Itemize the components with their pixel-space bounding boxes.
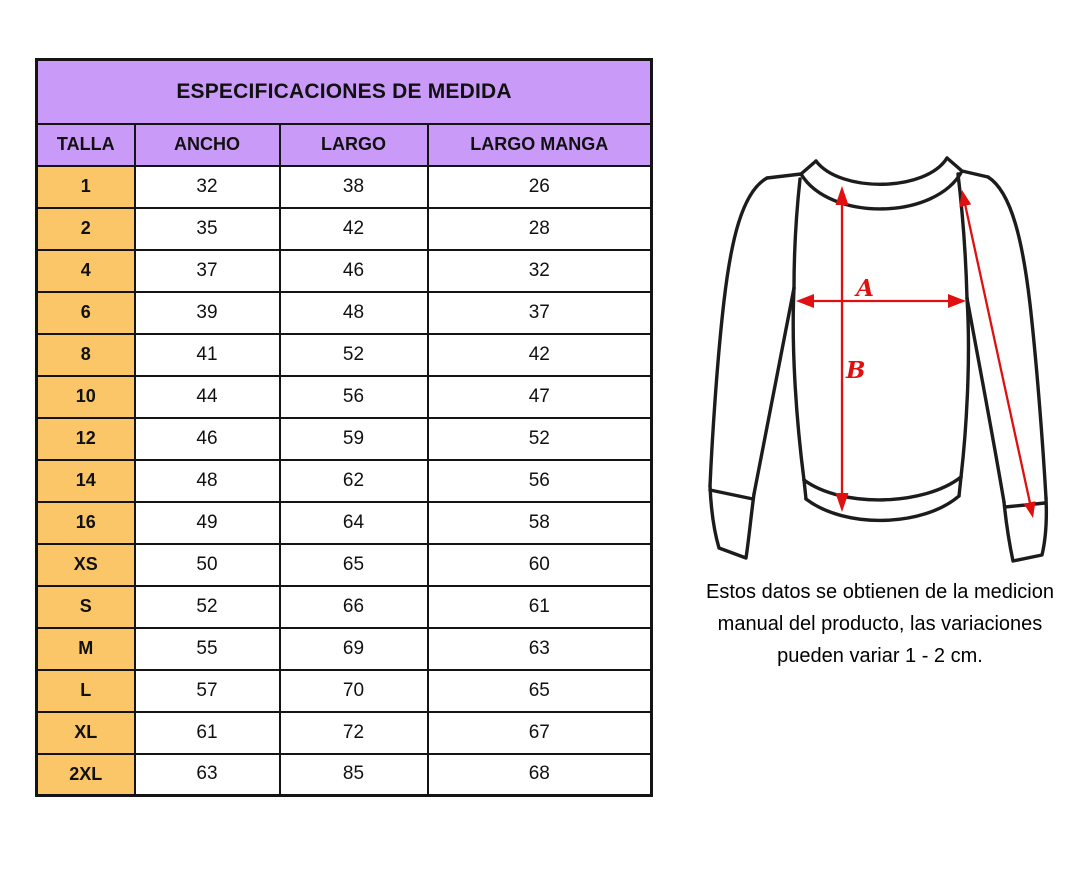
measure-cell: 48 — [135, 460, 280, 502]
table-row — [37, 166, 652, 208]
label-a: A — [856, 275, 874, 302]
measure-cell: 46 — [135, 418, 280, 460]
table-row — [37, 292, 652, 334]
table-row — [37, 712, 652, 754]
arrowhead-icon — [1024, 501, 1036, 518]
measure-cell: 52 — [135, 586, 280, 628]
size-label-cell: L — [37, 670, 135, 712]
col-header-talla: TALLA — [37, 124, 135, 166]
measure-cell: 55 — [135, 628, 280, 670]
arrowhead-icon — [836, 493, 849, 512]
table-row — [37, 460, 652, 502]
col-header-ancho: ANCHO — [135, 124, 280, 166]
size-label-cell: 4 — [37, 250, 135, 292]
table-row — [37, 754, 652, 796]
size-label-cell: 14 — [37, 460, 135, 502]
measure-cell: 69 — [280, 628, 428, 670]
measure-cell: 46 — [280, 250, 428, 292]
measure-cell: 52 — [280, 334, 428, 376]
table-row — [37, 628, 652, 670]
table-row — [37, 544, 652, 586]
arrowhead-icon — [836, 186, 849, 205]
measure-cell: 35 — [135, 208, 280, 250]
measure-cell: 65 — [428, 670, 652, 712]
measure-cell: 42 — [280, 208, 428, 250]
measure-cell: 39 — [135, 292, 280, 334]
measure-cell: 52 — [428, 418, 652, 460]
measure-cell: 32 — [135, 166, 280, 208]
caption-line: pueden variar 1 - 2 cm. — [777, 645, 983, 667]
table-row — [37, 586, 652, 628]
measure-cell: 37 — [428, 292, 652, 334]
size-label-cell: 8 — [37, 334, 135, 376]
size-label-cell: 1 — [37, 166, 135, 208]
measure-cell: 56 — [280, 376, 428, 418]
arrowhead-icon — [796, 294, 814, 308]
measure-cell: 70 — [280, 670, 428, 712]
measure-cell: 67 — [428, 712, 652, 754]
measure-cell: 42 — [428, 334, 652, 376]
size-label-cell: M — [37, 628, 135, 670]
size-table-body — [37, 166, 652, 796]
size-label-cell: 6 — [37, 292, 135, 334]
table-title-row — [37, 60, 652, 124]
table-row — [37, 250, 652, 292]
size-label-cell: XS — [37, 544, 135, 586]
caption-line: Estos datos se obtienen de la medicion — [706, 581, 1054, 603]
size-label-cell: 10 — [37, 376, 135, 418]
size-label-cell: S — [37, 586, 135, 628]
col-header-largo: LARGO — [280, 124, 428, 166]
table-row — [37, 334, 652, 376]
measure-cell: 57 — [135, 670, 280, 712]
measure-cell: 41 — [135, 334, 280, 376]
size-label-cell: 2XL — [37, 754, 135, 796]
arrowhead-icon — [948, 294, 966, 308]
measure-cell: 60 — [428, 544, 652, 586]
table-title: ESPECIFICACIONES DE MEDIDA — [37, 60, 652, 124]
sweater-drawing — [690, 146, 1078, 566]
measure-cell: 48 — [280, 292, 428, 334]
measure-cell: 28 — [428, 208, 652, 250]
sweater-diagram — [690, 146, 1078, 566]
table-row — [37, 376, 652, 418]
caption-line: manual del producto, las variaciones — [717, 613, 1043, 635]
size-label-cell: 2 — [37, 208, 135, 250]
measure-cell: 64 — [280, 502, 428, 544]
measure-cell: 32 — [428, 250, 652, 292]
label-b: B — [846, 357, 866, 384]
col-header-largo-manga: LARGO MANGA — [428, 124, 652, 166]
size-label-cell: 16 — [37, 502, 135, 544]
measure-cell: 58 — [428, 502, 652, 544]
size-table — [35, 58, 653, 797]
measure-cell: 26 — [428, 166, 652, 208]
measure-cell: 56 — [428, 460, 652, 502]
measure-cell: 61 — [135, 712, 280, 754]
caption — [680, 576, 1080, 672]
measure-cell: 50 — [135, 544, 280, 586]
measure-cell: 63 — [135, 754, 280, 796]
measure-cell: 66 — [280, 586, 428, 628]
measure-cell: 62 — [280, 460, 428, 502]
table-header-row — [37, 124, 652, 166]
measure-cell: 59 — [280, 418, 428, 460]
size-label-cell: 12 — [37, 418, 135, 460]
table-row — [37, 208, 652, 250]
measure-cell: 49 — [135, 502, 280, 544]
measure-cell: 65 — [280, 544, 428, 586]
measure-cell: 85 — [280, 754, 428, 796]
table-row — [37, 502, 652, 544]
measure-cell: 44 — [135, 376, 280, 418]
size-label-cell: XL — [37, 712, 135, 754]
measure-cell: 72 — [280, 712, 428, 754]
measure-cell: 61 — [428, 586, 652, 628]
sweater-outline — [710, 158, 1046, 561]
measure-cell: 47 — [428, 376, 652, 418]
table-row — [37, 670, 652, 712]
measure-cell: 38 — [280, 166, 428, 208]
measure-cell: 63 — [428, 628, 652, 670]
table-row — [37, 418, 652, 460]
measure-cell: 37 — [135, 250, 280, 292]
measure-cell: 68 — [428, 754, 652, 796]
